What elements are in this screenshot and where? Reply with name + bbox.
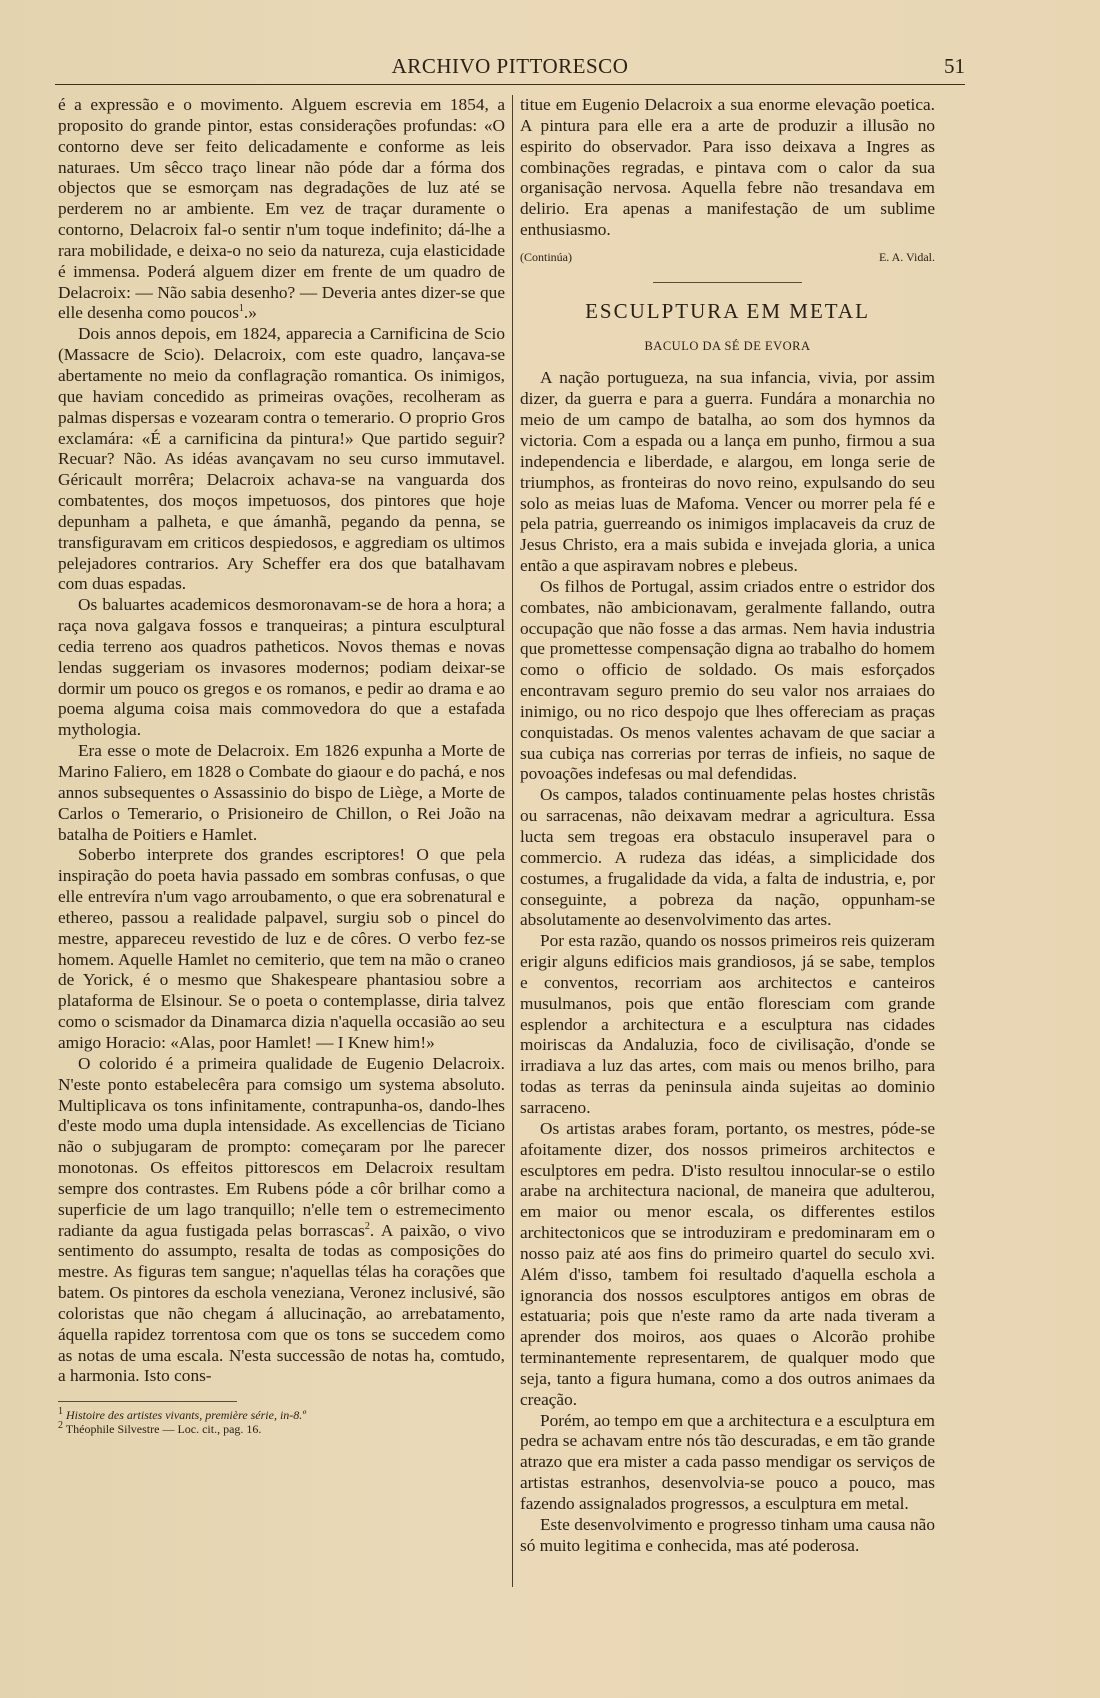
paragraph: é a expressão e o movimento. Alguem escrevia em 1854, a proposito do grande pintor, estas considerações profundas: «O contorno deve ser feito delicadamente e conforme as leis naturaes. Um sêcco traço linear não póde dar a fórma dos objectos que se esmorçam nas degradações de luz até se perderem no ar ambiente. Em vez de traçar duramente o contorno, Delacroix fal-o sentir n'um toque indefinito; dá-lhe a rara mobilidade, e deixa-o no seio da natureza, cuja elasticidade é immensa. Poderá alguem dizer em frente de um quadro de Delacroix: — Não sabia desenho? — Deveria antes dizer-se que elle desenha como poucos$^1$.»	[58, 95, 505, 323]
section-subtitle: BACULO DA SÉ DE EVORA	[644, 338, 811, 353]
paragraph: Os campos, talados continuamente pelas hostes christãs ou sarracenas, não deixavam medrar a agricultura. Essa lucta sem tregoas era obstaculo insuperavel para o commercio. A rudeza das idéas, a simplicidade dos costumes, a frugalidade da vida, a falta de industria, e, por conseguinte, a pobreza da nação, oppunham-se absolutamente ao desenvolvimento das artes.	[520, 785, 935, 930]
signoff	[520, 247, 935, 268]
paragraph: Era esse o mote de Delacroix. Em 1826 expunha a Morte de Marino Faliero, em 1828 o Combate do giaour e do pachá, e nos annos subsequentes o Assassinio do bispo de Liège, a Morte de Carlos o Temerario, o Prisioneiro de Chillon, o Rei João na batalha de Poitiers e Hamlet.	[58, 741, 505, 844]
paragraph: Por esta razão, quando os nossos primeiros reis quizeram erigir alguns edificios mais grandiosos, já se sabe, templos e conventos, recorriam aos architectos e canteiros musulmanos, pois que então floresciam com grande esplendor a architectura e a esculptura nas cidades moiriscas da Andaluzia, foco de civilisação, d'onde se irradiava a luz das artes, com mais ou menos brilho, para todas as terras da peninsula ainda sujeitas ao dominio sarraceno.	[520, 931, 935, 1117]
paragraph: Os baluartes academicos desmoronavam-se de hora a hora; a raça nova galgava fossos e tranqueiras; a pintura esculptural cedia terreno aos quadros patheticos. Novos themas e novas lendas suggeriam os invasores modernos; podiam deixar-se dormir um pouco os gregos e os romanos, e pedir ao drama e ao poema alguma coisa mais commovedora do que a estafada mythologia.	[58, 595, 505, 740]
left-column	[58, 95, 505, 1436]
right-column	[520, 95, 935, 1557]
footnote: $^2$ Théophile Silvestre — Loc. cit., pag. 16.	[58, 1420, 262, 1437]
section-title: ESCULPTURA EM METAL	[585, 298, 870, 323]
author-signature: E. A. Vidal.	[878, 249, 935, 264]
page-title: ARCHIVO PITTORESCO	[391, 54, 629, 78]
paragraph: Os filhos de Portugal, assim criados entre o estridor dos combates, não ambicionavam, geralmente fallando, outra occupação que não fosse a das armas. Nem havia industria que promettesse compensação digna ao trabalho do homem como o officio de soldado. Os mais esforçados encontravam seguro premio do seu valor nos arraiaes do inimigo, ou no rico despojo que lhes offereciam as praças conquistadas. Os menos valentes achavam de que saciar a sua cubiça nas correrias por terras de infieis, no saque de povoações indefesas ou mal defendidas.	[520, 576, 935, 784]
section-divider	[653, 282, 802, 283]
paragraph: Dois annos depois, em 1824, apparecia a Carnificina de Scio (Massacre de Scio). Delacroix, com este quadro, lançava-se abertamente no meio da conflagração romantica. Os inimigos, que haviam concedido as primeiras ovações, recolheram as palmas dispersas e vozearam contra o temerario. O proprio Gros exclamára: «É a carnificina da pintura!» Que partido seguir? Recuar? Não. As idéas avançavam no seu curso immutavel. Géricault morrêra; Delacroix achava-se na vanguarda dos combatentes, dos moços impetuosos, dos pintores que hoje depunham a palheta, e que ámanhã, pegando da penna, se transfiguravam em criticos despiedosos, e aggrediam os ultimos pelejadores contrarios. Ary Scheffer era dos que batalhavam com duas espadas.	[58, 324, 505, 594]
paragraph: Este desenvolvimento e progresso tinham uma causa não só muito legitima e conhecida, mas até poderosa.	[520, 1514, 935, 1555]
paragraph: Porém, ao tempo em que a architectura e a esculptura em pedra se achavam entre nós tão descuradas, e em tão grande atrazo que era mister a cada passo mendigar os serviços de artistas estranhos, desenvolvia-se pouco a pouco, mas fazendo assignalados progressos, a esculptura em metal.	[520, 1410, 935, 1513]
paragraph: O colorido é a primeira qualidade de Eugenio Delacroix. N'este ponto estabelecêra para comsigo um systema absoluto. Multiplicava os tons infinitamente, contrapunha-os, dando-lhes d'este modo uma dupla intensidade. As excellencias de Ticiano não o subjugaram de prompto: começaram por lhe parecer monotonas. Os effeitos pittorescos em Delacroix resultam sempre dos contrastes. Em Rubens póde a côr brilhar como a superficie de um lago tranquillo; n'elle tem o estremecimento radiante da agua fustigada pelas borrascas$^2$. A paixão, o vivo sentimento do assumpto, resalta de todas as composições do mestre. As figuras tem sangue; n'aquellas télas ha corações que batem. Os pintores da eschola veneziana, Veronez inclusivé, são coloristas que não chegam á allucinação, ao arrebatamento, áquella rapidez torrentosa com que os tons se succedem como as notas de uma escala. N'esta successão de notas ha, comtudo, a harmonia. Isto cons-	[58, 1053, 505, 1386]
footnote: $^1$ Histoire des artistes vivants, première série, in-8.º	[58, 1406, 307, 1423]
column-divider	[512, 95, 513, 1587]
page-number: 51	[944, 54, 965, 78]
paragraph: A nação portugueza, na sua infancia, vivia, por assim dizer, da guerra e para a guerra. Fundára a monarchia no meio de um campo de batalha, ao som dos hymnos da victoria. Com a espada ou a lança em punho, firmou a sua independencia e liberdade, e alargou, em longa serie de triumphos, as fronteiras do novo reino, expulsando do seu solo as meias luas de Mafoma. Vencer ou morrer pela fé e pela patria, guerreando os inimigos implacaveis da cruz de Jesus Christo, era a mais subida e invejada gloria, a unica então a que aspiravam nobres e plebeus.	[520, 368, 935, 576]
footnote-divider	[58, 1401, 237, 1402]
paragraph: Soberbo interprete dos grandes escriptores! O que pela inspiração do poeta havia passado em sombras confusas, o que elle entrevíra n'um vago arroubamento, o que era sobrenatural e ethereo, passou a realidade palpavel, surgiu sob o pincel do mestre, appareceu revestido de luz e de côres. O verbo fez-se homem. Aquelle Hamlet no cemiterio, que tem na mão o craneo de Yorick, é o mesmo que Shakespeare phantasiou sobre a plataforma de Elsinour. Se o poeta o contemplasse, diria talvez como o scismador da Dinamarca dizia n'aquella occasião ao seu amigo Horacio: «Alas, poor Hamlet! — I Knew him!»	[58, 845, 505, 1052]
paragraph: titue em Eugenio Delacroix a sua enorme elevação poetica. A pintura para elle era a arte de produzir a illusão no espirito do observador. Para isso deixava a Ingres as combinações regradas, e pintava com o calor da sua organisação nervosa. Aquella febre não tresandava em delirio. Era apenas a manifestação de um sublime enthusiasmo.	[520, 95, 935, 240]
paragraph: Os artistas arabes foram, portanto, os mestres, póde-se afoitamente dizer, dos nossos primeiros architectos e esculptores em pedra. D'isto resultou innocular-se o estilo arabe na architectura nacional, de maneira que adulterou, em maior ou menor escala, os differentes estilos architectonicos que se introduziram e predominaram em o nosso paiz até aos fins do primeiro quartel do seculo xvi. Além d'isso, tambem foi resultado d'aquella eschola a ignorancia dos nossos esculptores antigos em obras de estatuaria; pois que n'este ramo da arte nada tiveram a aprender dos moiros, aos quaes o Alcorão prohibe terminantemente representarem, de qualquer modo que seja, tanto a figura humana, como a dos outros animaes da creação.	[520, 1118, 935, 1409]
continued-label: (Continúa)	[520, 249, 572, 264]
page-header	[55, 50, 965, 85]
